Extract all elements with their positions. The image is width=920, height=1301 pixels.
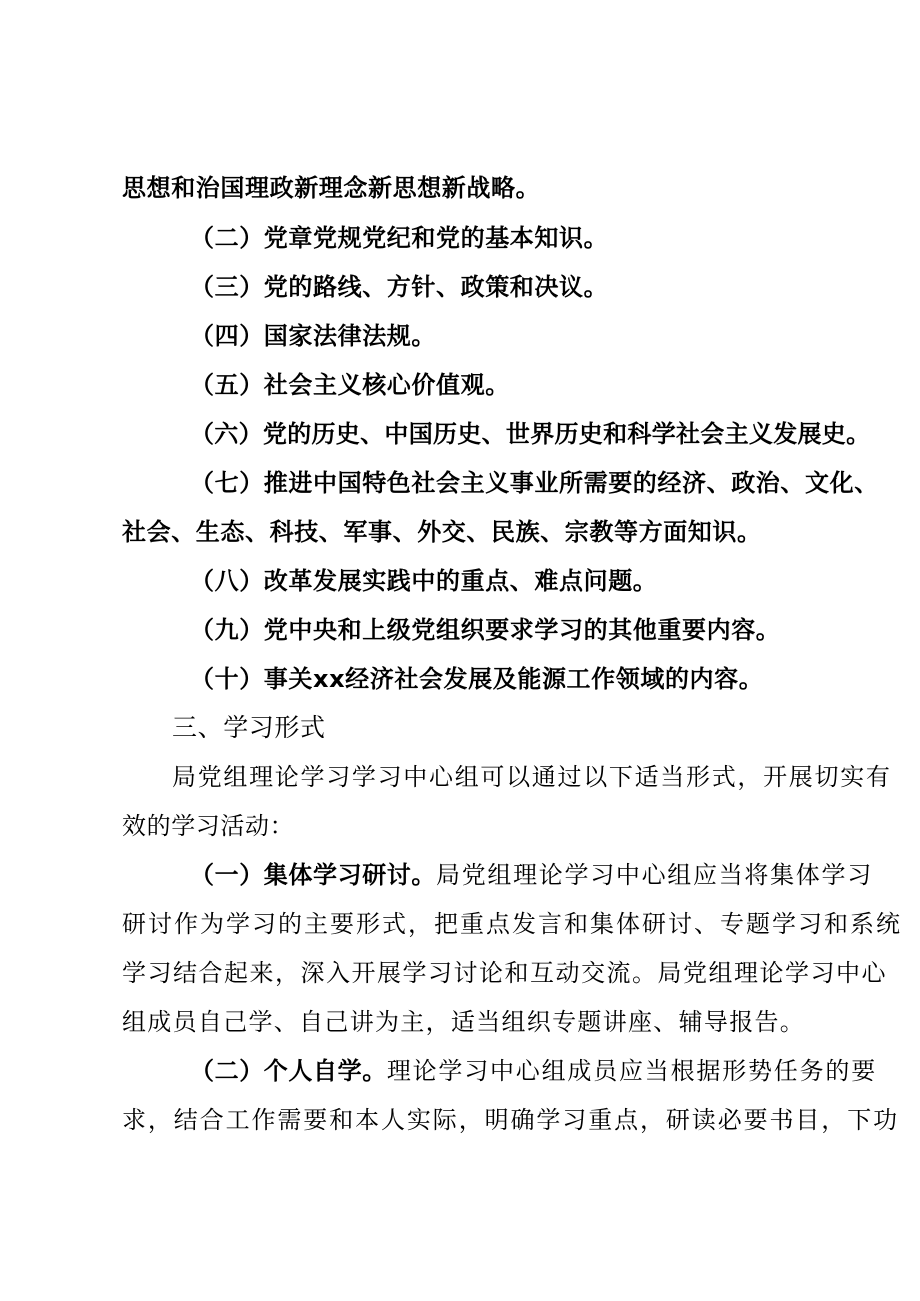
list-item-5: （五）社会主义核心价值观。 xyxy=(190,371,510,399)
intro-line: 效的学习活动： xyxy=(122,812,295,840)
intro-line: 局党组理论学习学习中心组可以通过以下适当形式，开展切实有 xyxy=(172,763,892,791)
method-text: 求，结合工作需要和本人实际，明确学习重点，研读必要书目，下功 xyxy=(122,1106,899,1134)
method-text: 理论学习中心组成员应当根据形势任务的要 xyxy=(386,1057,878,1085)
list-item-4: （四）国家法律法规。 xyxy=(190,322,436,350)
method-label-self-study: （二）个人自学。 xyxy=(190,1057,387,1085)
method-text: 研讨作为学习的主要形式，把重点发言和集体研讨、专题学习和系统 xyxy=(122,910,902,938)
method-text: 学习结合起来，深入开展学习讨论和互动交流。局党组理论学习中心 xyxy=(122,959,887,987)
list-item-8: （八）改革发展实践中的重点、难点问题。 xyxy=(190,567,658,595)
list-item-3: （三）党的路线、方针、政策和决议。 xyxy=(190,273,609,301)
list-item-7-continued: 社会、生态、科技、军事、外交、民族、宗教等方面知识。 xyxy=(122,518,762,546)
list-item-9: （九）党中央和上级党组织要求学习的其他重要内容。 xyxy=(190,616,781,644)
method-label-collective-study: （一）集体学习研讨。 xyxy=(190,861,436,889)
section-heading: 三、学习形式 xyxy=(172,713,326,742)
method-paragraph-2-first-line xyxy=(190,1059,877,1083)
method-text: 组成员自己学、自己讲为主，适当组织专题讲座、辅导报告。 xyxy=(122,1008,806,1036)
method-text: 局党组理论学习中心组应当将集体学习 xyxy=(436,861,873,889)
method-paragraph-1-first-line xyxy=(190,863,873,887)
list-item-10: （十）事关xx经济社会发展及能源工作领域的内容。 xyxy=(190,665,764,693)
body-line: 思想和治国理政新理念新思想新战略。 xyxy=(122,174,541,202)
list-item-6: （六）党的历史、中国历史、世界历史和科学社会主义发展史。 xyxy=(190,420,871,448)
list-item-7: （七）推进中国特色社会主义事业所需要的经济、政治、文化、 xyxy=(190,469,879,497)
list-item-2: （二）党章党规党纪和党的基本知识。 xyxy=(190,224,609,252)
